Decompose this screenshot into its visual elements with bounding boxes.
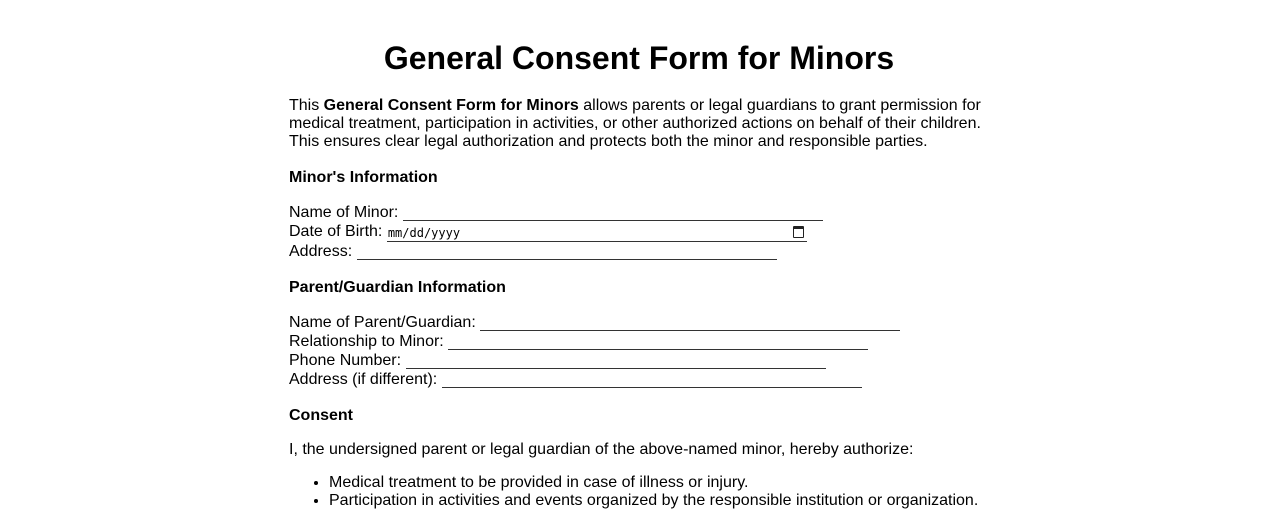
- relationship-label: Relationship to Minor:: [289, 333, 444, 350]
- calendar-icon[interactable]: [793, 226, 804, 238]
- guardian-address-label: Address (if different):: [289, 371, 438, 388]
- minor-dob-input[interactable]: [387, 222, 807, 242]
- minor-address-input[interactable]: [357, 242, 777, 260]
- minor-address-row: [289, 242, 777, 261]
- minor-name-row: [289, 203, 823, 222]
- relationship-row: [289, 332, 868, 351]
- intro-bold: General Consent Form for Minors: [323, 97, 579, 114]
- phone-row: [289, 351, 826, 370]
- list-item: • Medical treatment to be provided in case of illness or injury.: [329, 474, 1029, 492]
- guardian-address-row: [289, 370, 862, 389]
- dob-placeholder: mm/dd/yyyy: [387, 226, 461, 240]
- phone-input[interactable]: [406, 351, 826, 369]
- consent-statement: I, the undersigned parent or legal guardian of the above-named minor, hereby authorize:: [289, 441, 914, 458]
- relationship-input[interactable]: [448, 332, 868, 350]
- guardian-address-input[interactable]: [442, 370, 862, 388]
- guardian-info-heading: Parent/Guardian Information: [289, 279, 506, 296]
- page-title: General Consent Form for Minors: [383, 40, 895, 76]
- intro-prefix: This: [289, 97, 324, 114]
- intro-suffix: allows parents or legal guardians to grant permission for medical treatment, participation in activities, or other authorized actions on behalf of their children. This ensures clear legal authorization and protects both the minor and responsible parties.: [289, 97, 981, 150]
- phone-label: Phone Number:: [289, 352, 402, 369]
- consent-list: [289, 474, 1029, 510]
- minor-name-label: Name of Minor:: [289, 204, 399, 221]
- minor-address-label: Address:: [289, 243, 353, 260]
- guardian-name-label: Name of Parent/Guardian:: [289, 314, 476, 331]
- list-item: • Participation in activities and events organized by the responsible institution or organization.: [329, 492, 1029, 510]
- intro-paragraph: [289, 97, 989, 151]
- minor-name-input[interactable]: [403, 203, 823, 221]
- minor-info-heading: Minor's Information: [289, 169, 438, 186]
- minor-dob-row: [289, 222, 807, 242]
- minor-dob-label: Date of Birth:: [289, 223, 383, 240]
- guardian-name-input[interactable]: [480, 313, 900, 331]
- consent-heading: Consent: [289, 407, 353, 424]
- guardian-name-row: [289, 313, 900, 332]
